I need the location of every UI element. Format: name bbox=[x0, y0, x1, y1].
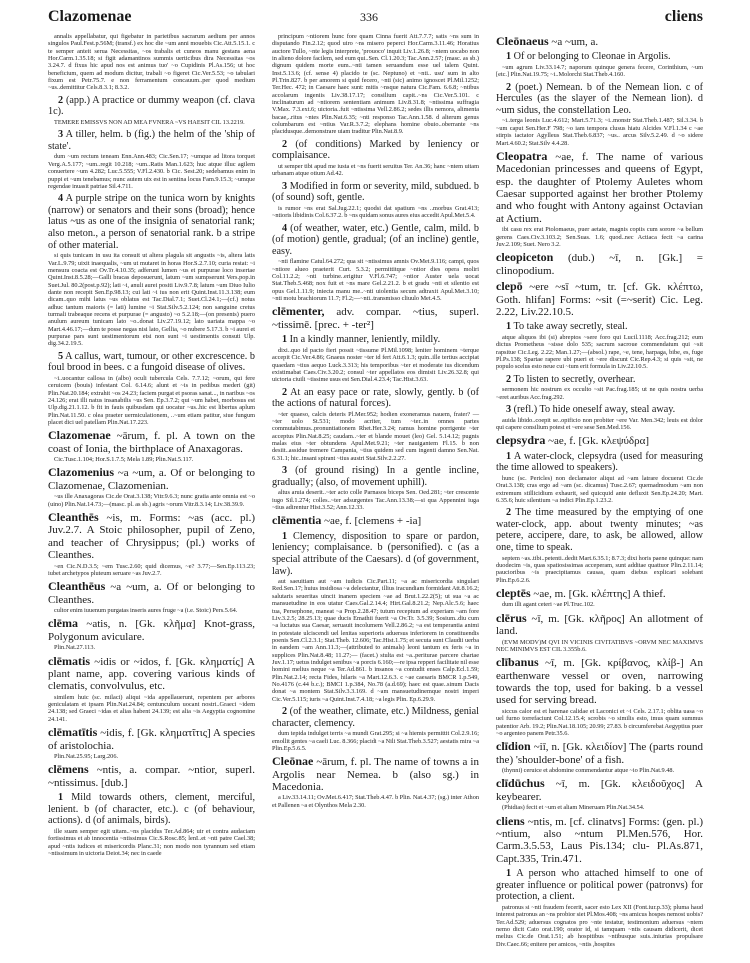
column-2 bbox=[272, 32, 479, 809]
citation-block: similem huic (sc. milaci) aliqui ~ida appellauerunt, repentem per arbores geniculatam et ipsam Plin.Nat.24.84; centunculum uocant nostri..Graeci ~idem 24.138; sed Graeci ~idas et alias habent 24.139; est alia ~is Aegyptia cognomine 24.141. bbox=[48, 693, 255, 723]
dictionary-entry-head bbox=[496, 612, 703, 638]
citation-block: atque aliquos ibi (si) abreptos ~sere foro qui Lucil.1118; Acc.frag.212; eum dictus Prometheus ~sisse dolo 535; sacrum sacroue commendatum qui ~sit rapsitue Cic.Leg. 2.22; Man.1.27;—(absol.) rape, ~e, tene, harpaga, bibe, es, fuge Pl.Ps.138; Spartae rapere ubi pueri et ~ere discunt Cic.Rep.4.3; si quis ~sit, ne populo scelus esto neue cui ~tum erit formula in Liv.22.10.5. bbox=[496, 333, 703, 371]
sense-number: 2 bbox=[282, 386, 288, 398]
entry-definition: ~ntis, m. [cf. clinatvs] Forms: (gen. pl.) ~ntium, also ~ntum Pl.Men.576, Hor. Carm.3.5.53, Laus Pis.134; clu- Pl.As.871, Capt.335, Trin.471. bbox=[496, 815, 703, 865]
citation-block: ut semper tibi apud me iusta et ~ns fuerit seruitus Ter. An.36; hanc ~ntem uitam urbanam atque otium Ad.42. bbox=[272, 163, 479, 178]
sense-number: 2 bbox=[506, 373, 512, 385]
entry-definition: ~ae, f. [clemens + -ia] bbox=[321, 515, 422, 528]
headword: clērus bbox=[496, 610, 527, 625]
citation-block: a Liv.33.14.11; Ov.Met.6.417; Stat.Theb.4.47. b Plin. Nat.4.37; (sg.) inter Athon et Pallenen ~a et Olynthos Mela 2.30. bbox=[272, 794, 479, 809]
sense-number: 3 bbox=[282, 465, 288, 477]
headword: clībanus bbox=[496, 655, 539, 670]
entry-definition: ~ārum, f. pl. A town on the coast of Ionia, the birthplace of Anaxagoras. bbox=[48, 430, 255, 455]
sense-number: 1 bbox=[506, 321, 512, 333]
citation-block: ~i..uocantur callosa in (albo) oculi tubercula Cels. 7.7.12; ~orum, qui fere ceruicem (bouis) infestant Col. 6.14.6; alunt et ~is in pedibus mederi (git) Plin.Nat.20.184; extrahit ~os 24.23; faciem purgat et psoras sanat..., in naribus ~os 24.126; erat illi natus insanabilis ~us Sen. Ep.3.7.2; qui ~um habet, morbosus est Ulp.dig.21.1.12. b fit in fauis quibusdam qui uocatur ~us..hic est libertus aplum Plin.Nat.11.50. c olea praeter uermiculationem, ..~um etiam patitur, siue fungum placet dici uel patellam Plin.Nat.17.223. bbox=[48, 374, 255, 426]
citation-block: Plin.Nat.27.113. bbox=[54, 644, 96, 652]
sense-text: To listen to secretly, overhear. bbox=[511, 373, 636, 385]
sense-text: (of the weather, climate, etc.) Mildness, genial character, clemency. bbox=[272, 705, 479, 729]
sense-text: The time measured by the emptying of one water-clock, app. about twenty minutes; ~as petere, accipere, dare, to ask, be allowed, allow one, time to speak. bbox=[496, 507, 703, 553]
citation-block: annalis appellabatur, qui figebatur in parietibus sacrarum aedium per annos singulos Paul.Fest.p.56M; (transf.) ex hoc die ~um anni mouebis Cic.Att.5.15.1. c te semper anteit serua Necessitas, ~os trabalis et cuneos manu gestans aena Hor.Carm.1.35.18; si figit adamantinos summis uerticibus dira Necessitas ~os 3.24.7. d fixus hic apud nos est animus tuo' ~o Cupidinis Pl.As.156; ut hoc beneficium, quem ad modum dicitur, trabali ~o figeret Cic.Ver.5.53; ~o tabulari fixum est Petr.75.7. e non ferramentum concauum..per quod medium ~us..demittitur Cels.8.3.1; 8.3.2. bbox=[48, 33, 255, 92]
citation-block: principum ~ntiorem hunc fore quam Cinna fuerit Att.7.7.7; satis ~ns sum in disputando Fin.2.12; quod uiro ~ns misero peperci Hor.Carm.3.11.46; Horatius auctore Tullo, ~nte legis interprete, 'prouoco' inquit Liv.1.26.8; ~ntem uocabo non in alieno dolore facilem, sed eum qui..Sen. Cl.1.20.3; Tac.Ann.2.57; (masc. as sb.) dignum quidem morte eum..~nti tamen seruandum esse uel talem Quint. Inst.5.13.6; (cf. sense 4) placido te (sc. Neptuno) et ~nti.. usu' sum in alto Pl.Trin.827. b per amorem si quid fecero, ~nti (sic) animo ignoscet Pl.Mil.1252; Ter.Hec. 472; in Caesare haec sunt: mitis ~nsque natura Cic.Fam. 6.6.8; ~ntibus accolarum ingeniis Liv.38.17.17; consilium capit..~ns Cic.Ver.5.101. c inclinaturum ad ~ntiorem sententiam animum Liv.8.31.8; ~ntissima suffragia V.Max. 7.3.ext.6; uictoria..fuit ~ntissima Vell.2.86.2; sedes illis nemora, alimenta bacae,..ritus ~ntes Plin.Nat.6.35; ~nti responso Tac.Ann.1.58. d alterum genus columbarum est ~ntius Var.R.3.7.2; elephans homine obuio..oberrante ~ns placidusque..demonstrare uiam traditur Plin.Nat.8.9. bbox=[272, 33, 479, 136]
sense-text: A person who attached himself to one of greater influence or political power (patronvs) for protection, a client. bbox=[496, 868, 703, 903]
headword: clīdion bbox=[496, 739, 531, 754]
citation-block: dixi..quo id pacto fieri possit ~tissume Pl.Mil.1098; leniter hominem ~terque accepit Cic.Ver.4.86; Gnaeus noster ~ter id fert Att.6.1.3; quin..ille tertius accipiat quaedam ~tius aequo Luck.3.313; his temporibus ~ter et moderate ius dicendum existimabat Caes.Civ.3.20.2; consul ~ter appellatos eos dimisit Liv.26.32.8; qui uictoria ciuili ~tissime usus est Sen.Dial.4.23.4; Tac.Hist.3.63. bbox=[272, 346, 479, 384]
column-1 bbox=[48, 32, 255, 857]
sense-definition bbox=[272, 223, 479, 258]
citation-block: dum tepida indulget terris ~a mundi Grat.295; si ~a hiemis permittit Col.2.9.16; emollit gentes ~a caeli Luc. 8.366; placidi ~a Nili Stat.Theb.3.527; aestatis mira ~a Plin.Ep.5.6.5. bbox=[272, 730, 479, 752]
dictionary-entry-head bbox=[272, 755, 479, 793]
sense-definition bbox=[496, 868, 703, 903]
entry-definition: (dub.) ~ī, n. [Gk.] = clinopodium. bbox=[496, 252, 703, 277]
citation-block: ibi casu rex erat Ptolomaeus, puer aetate, magnis copiis cum sorore ~a bellum gerens Caes.Civ.3.103.2; Sen.Suas. 1.6; quod..nec Actiaca fecit ~a carina Juv.2.109; Suet. Nero 3.2. bbox=[496, 226, 703, 248]
sense-number: 1 bbox=[58, 792, 64, 804]
citation-block: Plin.Nat.25.95; Larg.206. bbox=[54, 752, 119, 760]
sense-text: Of or belonging to Cleonae in Argolis. bbox=[511, 51, 671, 63]
sense-definition bbox=[496, 404, 703, 416]
sense-number: 2 bbox=[282, 705, 288, 717]
entry-definition: ~ere ~sī ~tum, tr. [cf. Gk. κλέπτω, Goth. hlifan] Forms: ~sit (=~serit) Cic. Leg. 2.22, Liv.22.10.5. bbox=[496, 281, 703, 318]
entry-definition: ~ae, f. The name of various Macedonian princesses and queens of Egypt, esp. the daughter of Ptolemy Auletes whom Caesar supported against her brother Ptolemy and who fought with Antony against Octavian at Actium. bbox=[496, 150, 703, 225]
citation-block: auida libido..coepit se..opificio non probiter ~ere Var. Men.342; leuis est dolor qui capere consilium potest et ~ere sese Sen.Med.156. bbox=[496, 416, 703, 431]
sense-definition bbox=[496, 321, 703, 333]
dictionary-entry-head bbox=[496, 815, 703, 866]
sense-number: 1 bbox=[506, 51, 512, 63]
sense-definition bbox=[496, 51, 703, 63]
sense-text: (of weather, water, etc.) Gentle, calm, mild. b (of motion) gentle, gradual; (of an incline) gentle, easy. bbox=[272, 222, 479, 257]
citation-block: ~en Cic.N.D.3.5; ~em Tusc.2.60; quid dicemus, ~e? 3.77;—Sen.Ep.113.23; iubet archetypos pluteum seruare ~as Juv.2.7. bbox=[48, 562, 255, 577]
citation-block: dum ~um rectum teneam Enn.Ann.483; Cic.Sen.17; ~umque ad litora torquet Verg.A.5.177; ~um..regit 10.218; ~um..Ratis Man.1.623; huc atque illuc agilem conuertere ~um 4.282; Luc.5.555; V.Fl.2.430. b Cic. Sest.20; sedebamus enim in puppi et ~um tenebamus; nunc autem uix est in sentina locus Fam.9.15.3; ~umque regendae inuasit patriae Sil.4.711. bbox=[48, 153, 255, 190]
headword: clēmentia bbox=[272, 513, 322, 528]
dictionary-entry-head bbox=[496, 740, 703, 766]
sense-definition bbox=[496, 374, 703, 386]
sense-number: 4 bbox=[58, 193, 64, 205]
sense-number: 2 bbox=[58, 94, 64, 106]
headword: cleopiceton bbox=[496, 250, 554, 265]
sense-number: 2 bbox=[282, 138, 288, 150]
page-header bbox=[48, 8, 703, 30]
sense-text: Modified in form or severity, mild, subdued. b (of sound) soft, gentle. bbox=[272, 180, 479, 204]
headword: cliens bbox=[496, 813, 525, 828]
headword: Cleōnae bbox=[272, 754, 314, 769]
dictionary-entry-head bbox=[496, 777, 703, 803]
citation-block: ~us ille Anaxagoras Cic.de Orat.3.138; Vitr.9.6.3; nunc gratia ante omnia est ~o (uino) Plin.Nat.14.73;—(masc. pl. as sb.) agris ~orum Vitr.8.3.14; Liv.38.39.9. bbox=[48, 493, 255, 508]
sense-number: 1 bbox=[506, 450, 512, 462]
dictionary-entry-head bbox=[48, 655, 255, 693]
headword: clepō bbox=[496, 279, 523, 294]
entry-definition: adv. compar. ~tius, superl. ~tissimē. [prec. + -ter²] bbox=[272, 306, 479, 331]
sense-definition bbox=[48, 129, 255, 152]
citation-block: ~ter quaeso, calcis deteris Pl.Mer.952; hodien exoneramus nauem, frater? — ~ter uolo St.531; modo acriter, tum ~ter..in omnes partes commutabimus..pronuntiationem Rhet.Her.3.24; ramus homine porrigente ~ter acceptus Plin.Nat.8.25; caudam..~ter et blande mouet (leo) Gel. 5.14.12; pugnis malas eius ~ter obtundens Apul.Met.9.21; ~ter nauigantem Fl.15. b non desiit..assidue tremere Campania, ~tius quidem sed cum ingenti damno Sen.Nat. 6.31.1; hic..insani spirant ~tius austri Stat.Silv.2.2.27. bbox=[272, 410, 479, 462]
entry-definition: ~ī, m. [Gk. κρίβανος, κλίβ-] An earthenware vessel or oven, narrowing towards the top, used for baking. b a vessel used for serving bread. bbox=[496, 657, 703, 707]
entry-definition: ~a ~um, a. Of or belonging to Clazomenae, Clazomenian. bbox=[48, 467, 255, 492]
headword: Clazomenae bbox=[48, 428, 111, 443]
citation-block: altus aruia deserit..~ter acto colle Parnasos biceps Sen. Oed.281; ~ter crescente iugo Sil.1.274; colles..~ter adsurgentes Tac.Ann.13.38;—si qua Appennini iuga ~tius adirentur Hist.3.52; Ann.12.33. bbox=[272, 489, 479, 511]
sense-text: A water-clock, clepsydra (used for measuring the time allowed to speakers). bbox=[496, 450, 703, 474]
citation-block: Cic.Tusc.1.104; Hor.S.1.7.5; Mela 1.89; Plin.Nat.5.117. bbox=[54, 456, 194, 464]
citation-block: TEMERE EMISSVS NON AD MEA FVNERA ~VS HAESIT CIL 13.2219. bbox=[54, 118, 245, 126]
dictionary-entry-head bbox=[496, 280, 703, 318]
citation-block: (EVM MODV)M QVI IN VICINIS CIVITATIBVS ~ORVM NEC MAXIMVS NEC MINIMVS EST CIL 3.355b.6. bbox=[496, 638, 703, 653]
sense-number: 5 bbox=[58, 350, 64, 362]
dictionary-entry-head bbox=[48, 580, 255, 606]
headword: Cleanthēus bbox=[48, 579, 106, 594]
sense-definition bbox=[496, 451, 703, 474]
sense-text: At an easy pace or rate, slowly, gently. b (of the actions of natural forces). bbox=[272, 386, 479, 410]
citation-block: is rumor ~ns erat Sal.Jug.22.1; quodsi dat spatium ~ns ..morbus Grat.413; ~ntioris libidinis Col.6.37.2. b ~ns quidam sonus aures eius accedit Apul.Met.5.4. bbox=[272, 204, 479, 220]
headword: clīdūchus bbox=[496, 776, 545, 791]
sense-definition bbox=[272, 531, 479, 577]
sense-definition bbox=[48, 95, 255, 118]
dictionary-entry-head bbox=[272, 514, 479, 527]
sense-definition bbox=[272, 706, 479, 729]
headword: Cleopatra bbox=[496, 148, 548, 163]
sense-number: 2 bbox=[506, 507, 512, 519]
headword: Cleanthēs bbox=[48, 509, 99, 524]
sense-number: 1 bbox=[282, 334, 288, 346]
sense-text: Clemency, disposition to spare or pardon, leniency; complaisance. b (personified). c (as a special attribute of the Caesars). d (of government, law). bbox=[272, 530, 479, 577]
headword: cleptēs bbox=[496, 585, 531, 600]
sense-text: A tiller, helm. b (fig.) the helm of the 'ship of state'. bbox=[48, 129, 255, 152]
dictionary-entry-head bbox=[48, 726, 255, 752]
sense-number: 3 bbox=[282, 180, 288, 192]
sense-definition bbox=[272, 139, 479, 162]
right-guide-word: cliens bbox=[664, 8, 703, 25]
dictionary-entry-head bbox=[48, 511, 255, 562]
sense-number: 2 bbox=[506, 81, 512, 93]
dictionary-entry-head bbox=[272, 305, 479, 331]
headword: clēmatītis bbox=[48, 725, 98, 740]
page-number: 336 bbox=[360, 10, 378, 24]
sense-definition bbox=[272, 465, 479, 488]
citation-block: ~i..terga leonis Luc.4.612; Mart.5.71.3; ~i..monstr Stat.Theb.1.487; Sil.3.34. b ~um caput Sen.Her.F 798; ~o iam tempora clusus hiatu Alcides V.Fl.1.34 c ~ae stirpis iactator Agylleus Stat.Theb.6.837; ~us.. arcus Silv.5.2.49. d ~o sidere Mart.4.60.2; Stat.Silv 4.4.28. bbox=[496, 117, 703, 147]
headword: Cleōnaeus bbox=[496, 34, 549, 48]
entry-definition: ~idis or ~idos, f. [Gk. κληματίς] A plant name, app. covering various kinds of clematis, convolvulus, etc. bbox=[48, 655, 255, 693]
sense-number: 1 bbox=[506, 868, 512, 880]
dictionary-entry-head bbox=[48, 617, 255, 643]
citation-block: patronus si ~nti fraudem fecerit, sacer esto Lex XII (Font.iur.p.33); pluma haud interest patronus an ~ns probior siet Pl.Mos.408; ~ns amicus hospes nemost uobis? Ter.Ad.529; aduersus cognatos pro ~nte testatur, testimonium aduersus ~ntem nemo dicit Cato orat.190; orator id, si tamquam ~ntis causam didicerit, dicet melius Cic.de Orat.1.51; ab hospitibus ~ntibusque suis..iniurias propulsare Div.Caec.66; enitere per amicos, ~ntis ,hospites bbox=[496, 903, 703, 948]
headword: Clazomenius bbox=[48, 465, 114, 480]
headword: clēma bbox=[48, 616, 78, 631]
dictionary-entry-head bbox=[48, 429, 255, 455]
sense-number: 3 bbox=[506, 403, 512, 415]
dictionary-entry-head bbox=[496, 35, 703, 48]
entry-definition: ~atis, n. [Gk. κλῆμα] Knot-grass, Polygonum aviculare. bbox=[48, 618, 255, 643]
citation-block: aut saeuitiam aut ~am iudicis Cic.Part.11; ~a ac misericordia singulari Red.Sen.17; huius insidiosa ~a delectantur, illius iracundiam formidant Att.8.16.2; salutaris seueritas uincit inanem speciem ~ae ad Brut.1.22.2(5); ut sua ~a ac mansuetudine in eos utatur Caes.Gal.2.14.4; Hirt.Gal.8.21.2; Nep.Alc.5.6; haec tua, Persephone, maneat ~a Prop.2.28.47; tutum receptum ad experiam ~am fore Liv.3.2.5; 28.25.13; quae ducis Emathii fuerit ~a Ov.Tr. 3.5.39; Sosium..diu cum ~a luctatus sua Caesar, seruauit incolumem Vell.2.86.2; ~a est temperantia animi in potestate ulciscendi uel lenitas superioris aduersus inferiorem in constituendis poenis Sen.Cl.2.3.1; Stat.Theb. 12.606; Tac.Hist.1.75; et secuta sunt Claudii uerba in eandem ~am Ann.11.3;—(attributed to animals) leoni tantum ex feris ~a in supplices Plin.Nat.8.48; 11.27;— (facet.) stulta est ~a..periturae parcere chartae Juv.1.17; uetus indulget senibus ~a porcis 6.160;—re ipsa repperi facilitate nil esse homini melius neque ~a Ter.Ad.861. b insanos ~a contudit enses Calp.Ecl.1.59; Plin.Nat.2.14; recta Fides, hilaris ~a Mart.12.6.3. c ~ae caesaris BMCR 1.p.549, No.4176 (c.44 b.c.); BMCI 1.p.384, No.78 (a.d.69); haec est quae..sinum Dacis donat ~a montem Stat.Silv.3.3.169. d ~am mansuetudinemque nostri imperi Cic.Ver.5.115; iuris ~a Quint.Inst.7.4.18; ~a legis Plin. Ep.6.29.9. bbox=[272, 578, 479, 703]
sense-number: 4 bbox=[282, 222, 288, 234]
headword: clēmatis bbox=[48, 653, 90, 668]
headword: clēmens bbox=[48, 762, 89, 777]
left-guide-word: Clazomenae bbox=[48, 8, 132, 25]
entry-definition: ~idis, f. [Gk. κληματῖτις] A species of aristolochia. bbox=[48, 727, 255, 752]
sense-definition bbox=[272, 387, 479, 410]
entry-definition: ~ae, f. [Gk. κλεψύδρα] bbox=[545, 435, 650, 448]
sense-definition bbox=[272, 334, 479, 346]
citation-block: (Phidias) fecit et ~um et aliam Mineruam Plin.Nat.34.54. bbox=[502, 804, 645, 812]
entry-definition: ~ī, m. [Gk. κλειδοῦχος] A keybearer. bbox=[496, 778, 703, 803]
sense-number: 3 bbox=[58, 129, 64, 141]
entry-definition: ~ī, m. [Gk. κλῆρος] An allotment of land. bbox=[496, 612, 703, 638]
citation-block: sermonem hic nostrum ex occulto ~sit Pac.frag.185; ut ne quis nostra uerba ~eret auribus Acc.frag.292. bbox=[496, 386, 703, 401]
sense-definition bbox=[48, 193, 255, 251]
citation-block: siccus calor est et harenae calidae et Laconici et ~i Cels. 2.17.1; oblita uasa ~o uel furno torrefaciunt Col.12.15.4; scrobis ~o similis esto, imus quam summus patentior Arb. 19.2; Plin.Nat.18.105; 20.99; 27.83. b circumferebat Aegyptius puer ~o argenteo panem Petr.35.6. bbox=[496, 707, 703, 737]
sense-text: (refl.) To hide oneself away, steal away. bbox=[511, 403, 676, 415]
citation-block: dum illi agant ceteri ~ae Pl.Truc.102. bbox=[502, 601, 595, 609]
citation-block: hunc (sc. Pericles) non declamator aliqui ad ~am latrare docuerat Cic.de Orat.3.138; cras ergo ad ~am (sc. dicamus) Tusc.2.67; quemadmodum ~am non extremum stillicidium exhaurit, sed quicquid ante defluxit Sen.Ep.24.20; Mart. 6.35.6; huic silentium ~a indici Plin.Ep.1.23.2. bbox=[496, 474, 703, 504]
entry-definition: ~is, m. Forms: ~as (acc. pl.) Juv.2.7. A Stoic philosopher, pupil of Zeno, and teacher of Chrysippus; (pl.) works of Cleanthes. bbox=[48, 511, 255, 562]
dictionary-entry-head bbox=[496, 251, 703, 277]
dictionary-entry-head bbox=[496, 434, 703, 447]
citation-block: ~um agrum Liv.33.14.7; naporum quinque genera fecere, Corinthium, ~um [etc.] Plin.Nat.19.75; ~i..Molorchi Stat.Theb.4.160. bbox=[496, 64, 703, 79]
column-3 bbox=[496, 32, 703, 948]
entry-definition: ~ae, m. [Gk. κλέπτης] A thief. bbox=[530, 587, 666, 600]
dictionary-entry-head bbox=[496, 587, 703, 600]
citation-block: cultor enim iuuenum purgatas inseris aures fruge ~a (i.e. Stoic) Pers.5.64. bbox=[54, 607, 238, 614]
sense-definition bbox=[496, 507, 703, 553]
sense-number: 1 bbox=[282, 530, 288, 542]
dictionary-entry-head bbox=[496, 150, 703, 225]
entry-definition: ~ārum, f. pl. The name of towns a in Argolis near Nemea. b (also sg.) in Macedonia. bbox=[272, 756, 479, 793]
sense-text: In a kindly manner, leniently, mildly. bbox=[287, 334, 441, 346]
entry-definition: ~a ~um, a. bbox=[548, 36, 599, 48]
sense-text: (of ground rising) In a gentle incline, gradually; (also, of movement uphill). bbox=[272, 465, 479, 488]
sense-text: (of conditions) Marked by leniency or complaisance. bbox=[272, 138, 479, 162]
entry-definition: ~a ~um, a. Of or belonging to Cleanthes. bbox=[48, 581, 255, 606]
citation-block: (thynni) ceruice et abdomine commendantur atque ~io Plin.Nat.9.48. bbox=[502, 767, 675, 774]
citation-block: ille suam semper egit uitam..~ns placidus Ter.Ad.864; uir et contra audaciam fortissimus et ab innocentia ~ntissimus Cic.S.Rosc.85; lenI..et ~nti patre Cael.38; apud ~ntis iudices et misericordis Planc.31; non modo non tyrannum sed etiam ~ntissimum in uictoria Deiot.34; nec in caede bbox=[48, 827, 255, 857]
sense-text: A callus, wart, tumour, or other excrescence. b foul brood in bees. c a fungoid disease of olives. bbox=[48, 350, 255, 374]
sense-text: (poet.) Nemean. b of the Nemean lion. c of Hercules (as the slayer of the Nemean lion). d ~um sidus, the constellation Leo. bbox=[496, 81, 703, 116]
sense-text: Mild towards others, clement, merciful, lenient. b (of character, etc.). c (of behaviour, actions). d (of animals, birds). bbox=[48, 792, 255, 827]
sense-text: To take away secretly, steal. bbox=[511, 321, 628, 333]
headword: clepsydra bbox=[496, 433, 546, 448]
sense-text: A purple stripe on the tunica worn by knights (narrow) or senators and their sons (broad); hence latus ~us as one of the insignia of senatorial rank; also meton., a person of senatorial rank. b a stripe of other material. bbox=[48, 193, 255, 251]
dictionary-entry-head bbox=[496, 656, 703, 707]
entry-definition: ~ntis, a. compar. ~ntior, superl. ~ntissimus. [dub.] bbox=[48, 764, 255, 789]
sense-definition bbox=[272, 181, 479, 204]
citation-block: si quis tunicam in usu ita consuit ut altera plagula sit angustis ~is, altera latis Var.L.9.79; uixit inaequalis, ~um ut mutaret in horas Hor.S.2.7.10; curia restat: ~i mensura coacta est Ov.Tr.4.10.35; adferunt lumen ~us et purpurae loco insertae Quint.Inst.8.5.28;—Galli bracas deposuerunt, latum ~um sumpserunt Vers.pop.in Suet.Jul. 80.2(post.p.92); lati ~i, anuli aurei positi Liv.9.7.8; latum ~um Diuo Iulio dante non recepit Sen.Ep.98.13; cui lati ~i ius non erit Quint.Inst.11.3.138; eum dicam..quo mihi latus ~us oblatus est Tac.Dial.7.1; Suet.Cl.24.1;—(cf.) notus adhuc tantum maioris (= lati) lumine ~i Stat.Silv.5.2.124; non sanguine cretus turmali trabeaque recens et purpurae (= angusto) ~o 5.2.18;—(on presents) puero anulum aureum tunicam lato ~o..donat Liv.27.19.12; lato uariata mappa ~o Mart.4.46.17;—dum te posse negas nisi lato, Gellia, ~o nubere 5.17.3. b ~i aurei et purpurae pars sunt uestimentorum etsi non sunt ~i uestimentis consuti Ulp. dig.34.2.19.5. bbox=[48, 252, 255, 348]
sense-text: (app.) A practice or dummy weapon (cf. clava 1c). bbox=[48, 94, 255, 118]
citation-block: septem ~as..tibi..petenti..dedit Mart.6.35.1; 8.7.3; dixi horis paene quinque: nam duodecim ~is, quas spatiosissimas acceperam, sunt additae quattuor Plin.2.11.14; paucioribus ~is praecipitamus causas, quam diebus explicari solebant Plin.Ep.6.2.6. bbox=[496, 554, 703, 584]
sense-definition bbox=[48, 351, 255, 374]
dictionary-entry-head bbox=[48, 466, 255, 492]
headword: clēmenter, bbox=[272, 304, 325, 319]
entry-definition: ~iī, n. [Gk. κλειδίον] The (parts round the) 'shoulder-bone' of a fish. bbox=[496, 741, 703, 766]
dictionary-entry-head bbox=[48, 763, 255, 789]
citation-block: ~nti flamine Catul.64.272; qua sit ~ntissimus amnis Ov.Met.9.116; campi, quos ~ntiore alueo praeterit Curt. 5.3.2; permittitque ~ntior dies opera moliri Col.11.2.2; ~nti turbine..erigitur V.Fl.6.747; ~ntior Auster uela uocat Stat.Theb.5.468; nox fuit et ~ns mare Gel.2.21.2. b et gradu ~nti et silentio est opus Gel.1.11.9; iniecta manu me..~nti uiolentia secum adtraxit Apul.Met.3.10; ~nti motu brachiorum 11.7; Fl.2;—~nti..transmisso cliuulo Met.4.5. bbox=[272, 258, 479, 303]
sense-definition bbox=[48, 792, 255, 827]
sense-definition bbox=[496, 82, 703, 117]
